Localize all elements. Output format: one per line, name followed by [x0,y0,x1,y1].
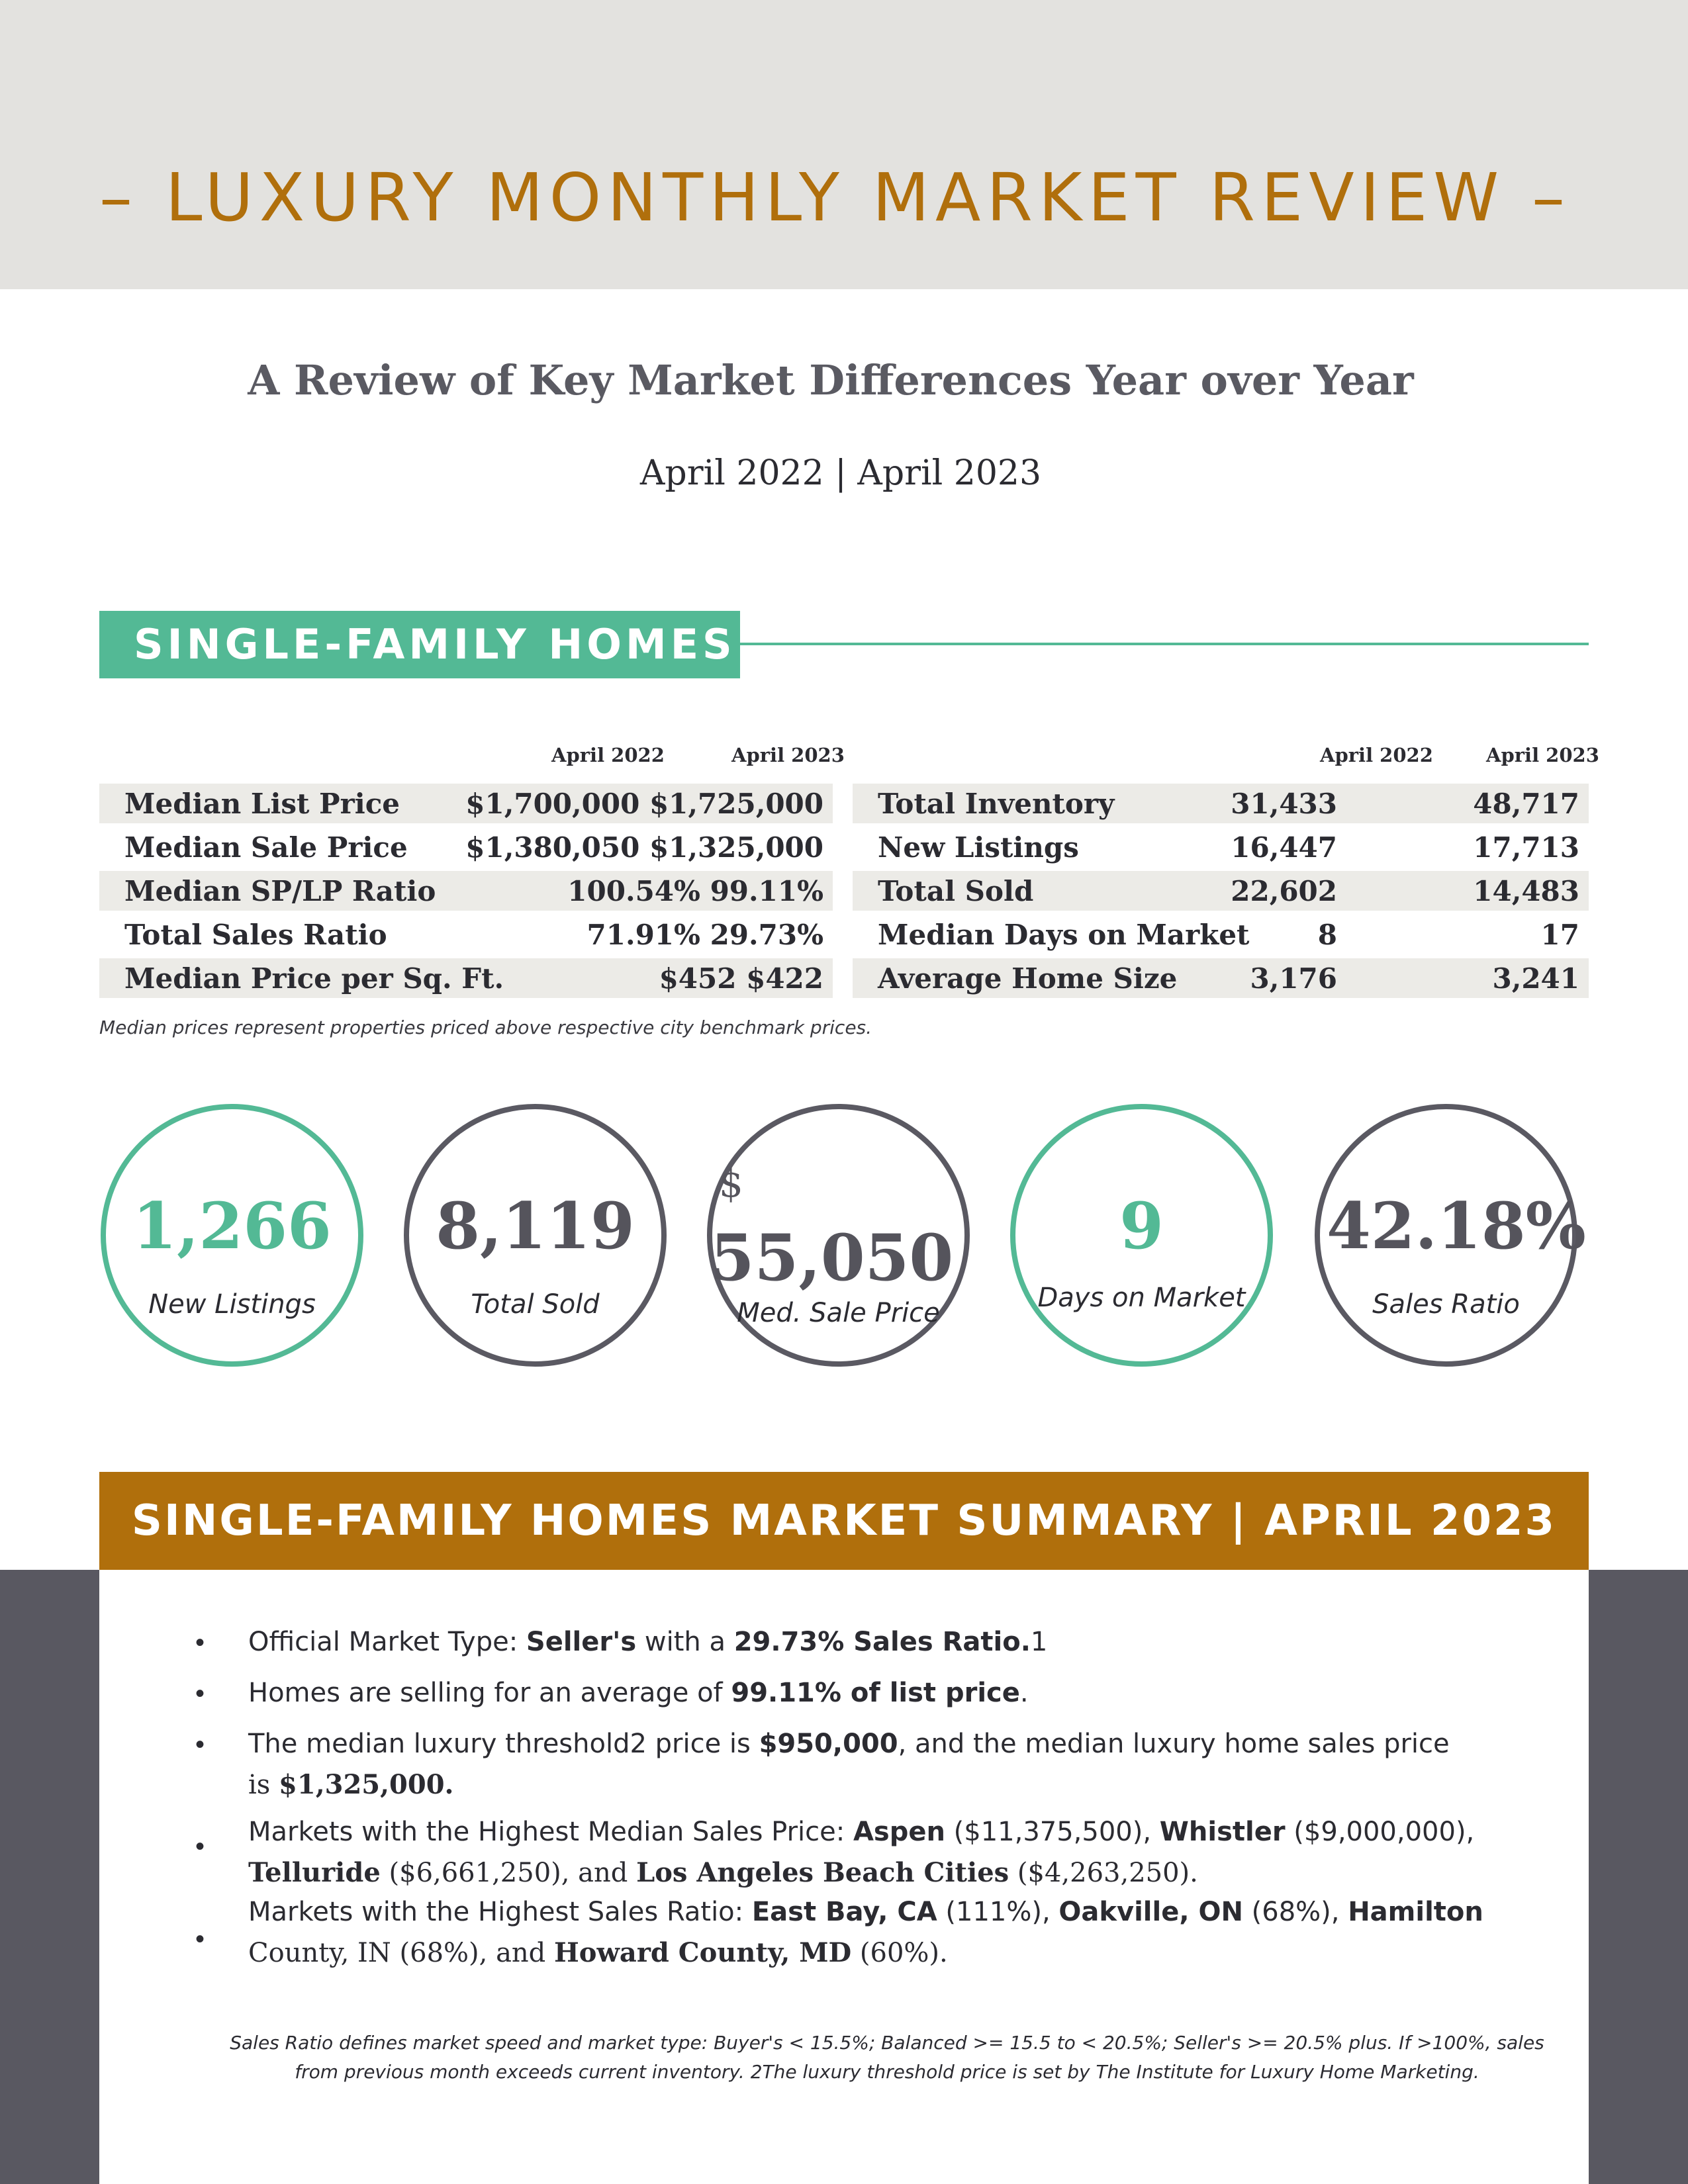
stat-values [587,919,824,951]
stat-2022: 22,602 [1231,875,1337,907]
report-title: – LUXURY MONTHLY MARKET REVIEW – [99,159,1571,236]
stat-label: Total Sales Ratio [124,919,387,951]
stat-label: Total Inventory [878,788,1115,820]
table-row [99,915,833,954]
stat-values [465,788,823,820]
stat-label: Median Price per Sq. Ft. [124,962,504,995]
bullet-icon: • [195,1925,205,1954]
stat-2023: $1,325,000 [649,831,823,864]
stat-label: Median List Price [124,788,400,820]
table-footnote: Median prices represent properties priced above respective city benchmark prices. [99,1017,872,1038]
summary-footnote: Sales Ratio defines market speed and market type: Buyer's < 15.5%; Balanced >= 15.5 to < 20.5%; Seller's >= 20.5% plus. If >100%, sales from previous month exceeds current inventory. 2The luxury threshold price is set by The Institute for Luxury Home Marketing. [230,2032,1544,2083]
summary-item-market-type: Official Market Type: Seller's with a 29.73% Sales Ratio.1 [248,1627,1048,1657]
bullet-icon: • [195,1730,205,1759]
left-col-head-2023: April 2023 [731,744,845,766]
kpi-days-on-market [1010,1104,1273,1367]
stat-label: Total Sold [878,875,1034,907]
summary-item-highest-ratio: Markets with the Highest Sales Ratio: East Bay, CA (111%), Oakville, ON (68%), Hamilton County, IN (68%), and Howard County, MD (60%). [248,1897,1483,1968]
table-row [853,871,1589,911]
section-heading: SINGLE-FAMILY HOMES [99,611,740,678]
stat-2022: 3,176 [1250,962,1337,995]
stat-label: Average Home Size [878,962,1178,995]
stat-2022: $1,700,000 [465,788,640,820]
stat-label: New Listings [878,831,1079,864]
table-row [853,784,1589,823]
stat-2023: 3,241 [1492,962,1579,995]
table-row [853,827,1589,867]
kpi-label: Sales Ratio [1372,1289,1520,1320]
right-col-head-2022: April 2022 [1320,744,1433,766]
report-period: April 2022 | April 2023 [639,453,1042,493]
table-row [853,915,1589,954]
stat-2023: $1,725,000 [649,788,823,820]
summary-heading: SINGLE-FAMILY HOMES MARKET SUMMARY | APRIL 2023 [99,1472,1589,1570]
stat-2023: 99.11% [710,875,823,907]
stat-label: Median SP/LP Ratio [124,875,436,907]
section-divider [740,643,1589,645]
header-banner [0,0,1688,289]
kpi-value: 9 [1119,1189,1164,1263]
left-col-head-2022: April 2022 [551,744,665,766]
stat-2023: 17 [1540,919,1579,951]
stat-2022: 100.54% [567,875,700,907]
stat-2023: 17,713 [1473,831,1579,864]
summary-item-threshold: The median luxury threshold2 price is $950,000, and the median luxury home sales price is $1,325,000. [248,1729,1450,1800]
stat-2023: $422 [746,962,823,995]
stat-2023: 14,483 [1473,875,1579,907]
kpi-label: Total Sold [471,1289,600,1320]
stat-2023: 29.73% [710,919,823,951]
summary-item-highest-price: Markets with the Highest Median Sales Price: Aspen ($11,375,500), Whistler ($9,000,000), Telluride ($6,661,250), and Los Angeles Beach Cities ($4,263,250). [248,1817,1475,1888]
stat-2022: $452 [659,962,737,995]
kpi-value: 1,266 [132,1189,332,1263]
kpi-currency-prefix: $ [719,1161,743,1206]
stat-2022: 16,447 [1231,831,1337,864]
kpi-total-sold [404,1104,667,1367]
stat-label: Median Days on Market [878,919,1250,951]
stat-values [567,875,823,907]
stat-values [659,962,823,995]
kpi-value: 8,119 [436,1189,635,1263]
table-row [99,784,833,823]
right-col-head-2023: April 2023 [1486,744,1599,766]
kpi-sales-ratio [1315,1104,1586,1367]
kpi-label: New Listings [148,1289,316,1320]
kpi-median-sale-price [707,1104,970,1367]
stat-2022: $1,380,050 [465,831,640,864]
bullet-icon: • [195,1832,205,1861]
stat-2023: 48,717 [1473,788,1579,820]
table-row [99,958,833,998]
kpi-value: 42.18% [1327,1189,1586,1263]
bullet-icon: • [195,1628,205,1657]
stat-2022: 31,433 [1231,788,1337,820]
stat-label: Median Sale Price [124,831,408,864]
summary-item-list-price: Homes are selling for an average of 99.11% of list price. [248,1678,1029,1708]
report-subtitle: A Review of Key Market Differences Year over Year [248,356,1414,404]
bullet-icon: • [195,1679,205,1708]
table-row [99,827,833,867]
stat-2022: 8 [1317,919,1337,951]
stat-2022: 71.91% [586,919,700,951]
table-row [853,958,1589,998]
kpi-value: 55,050 [710,1220,954,1295]
kpi-label: Days on Market [1037,1283,1246,1313]
table-row [99,871,833,911]
kpi-label: Med. Sale Price [737,1298,940,1328]
kpi-new-listings [101,1104,363,1367]
stat-values [465,831,823,864]
